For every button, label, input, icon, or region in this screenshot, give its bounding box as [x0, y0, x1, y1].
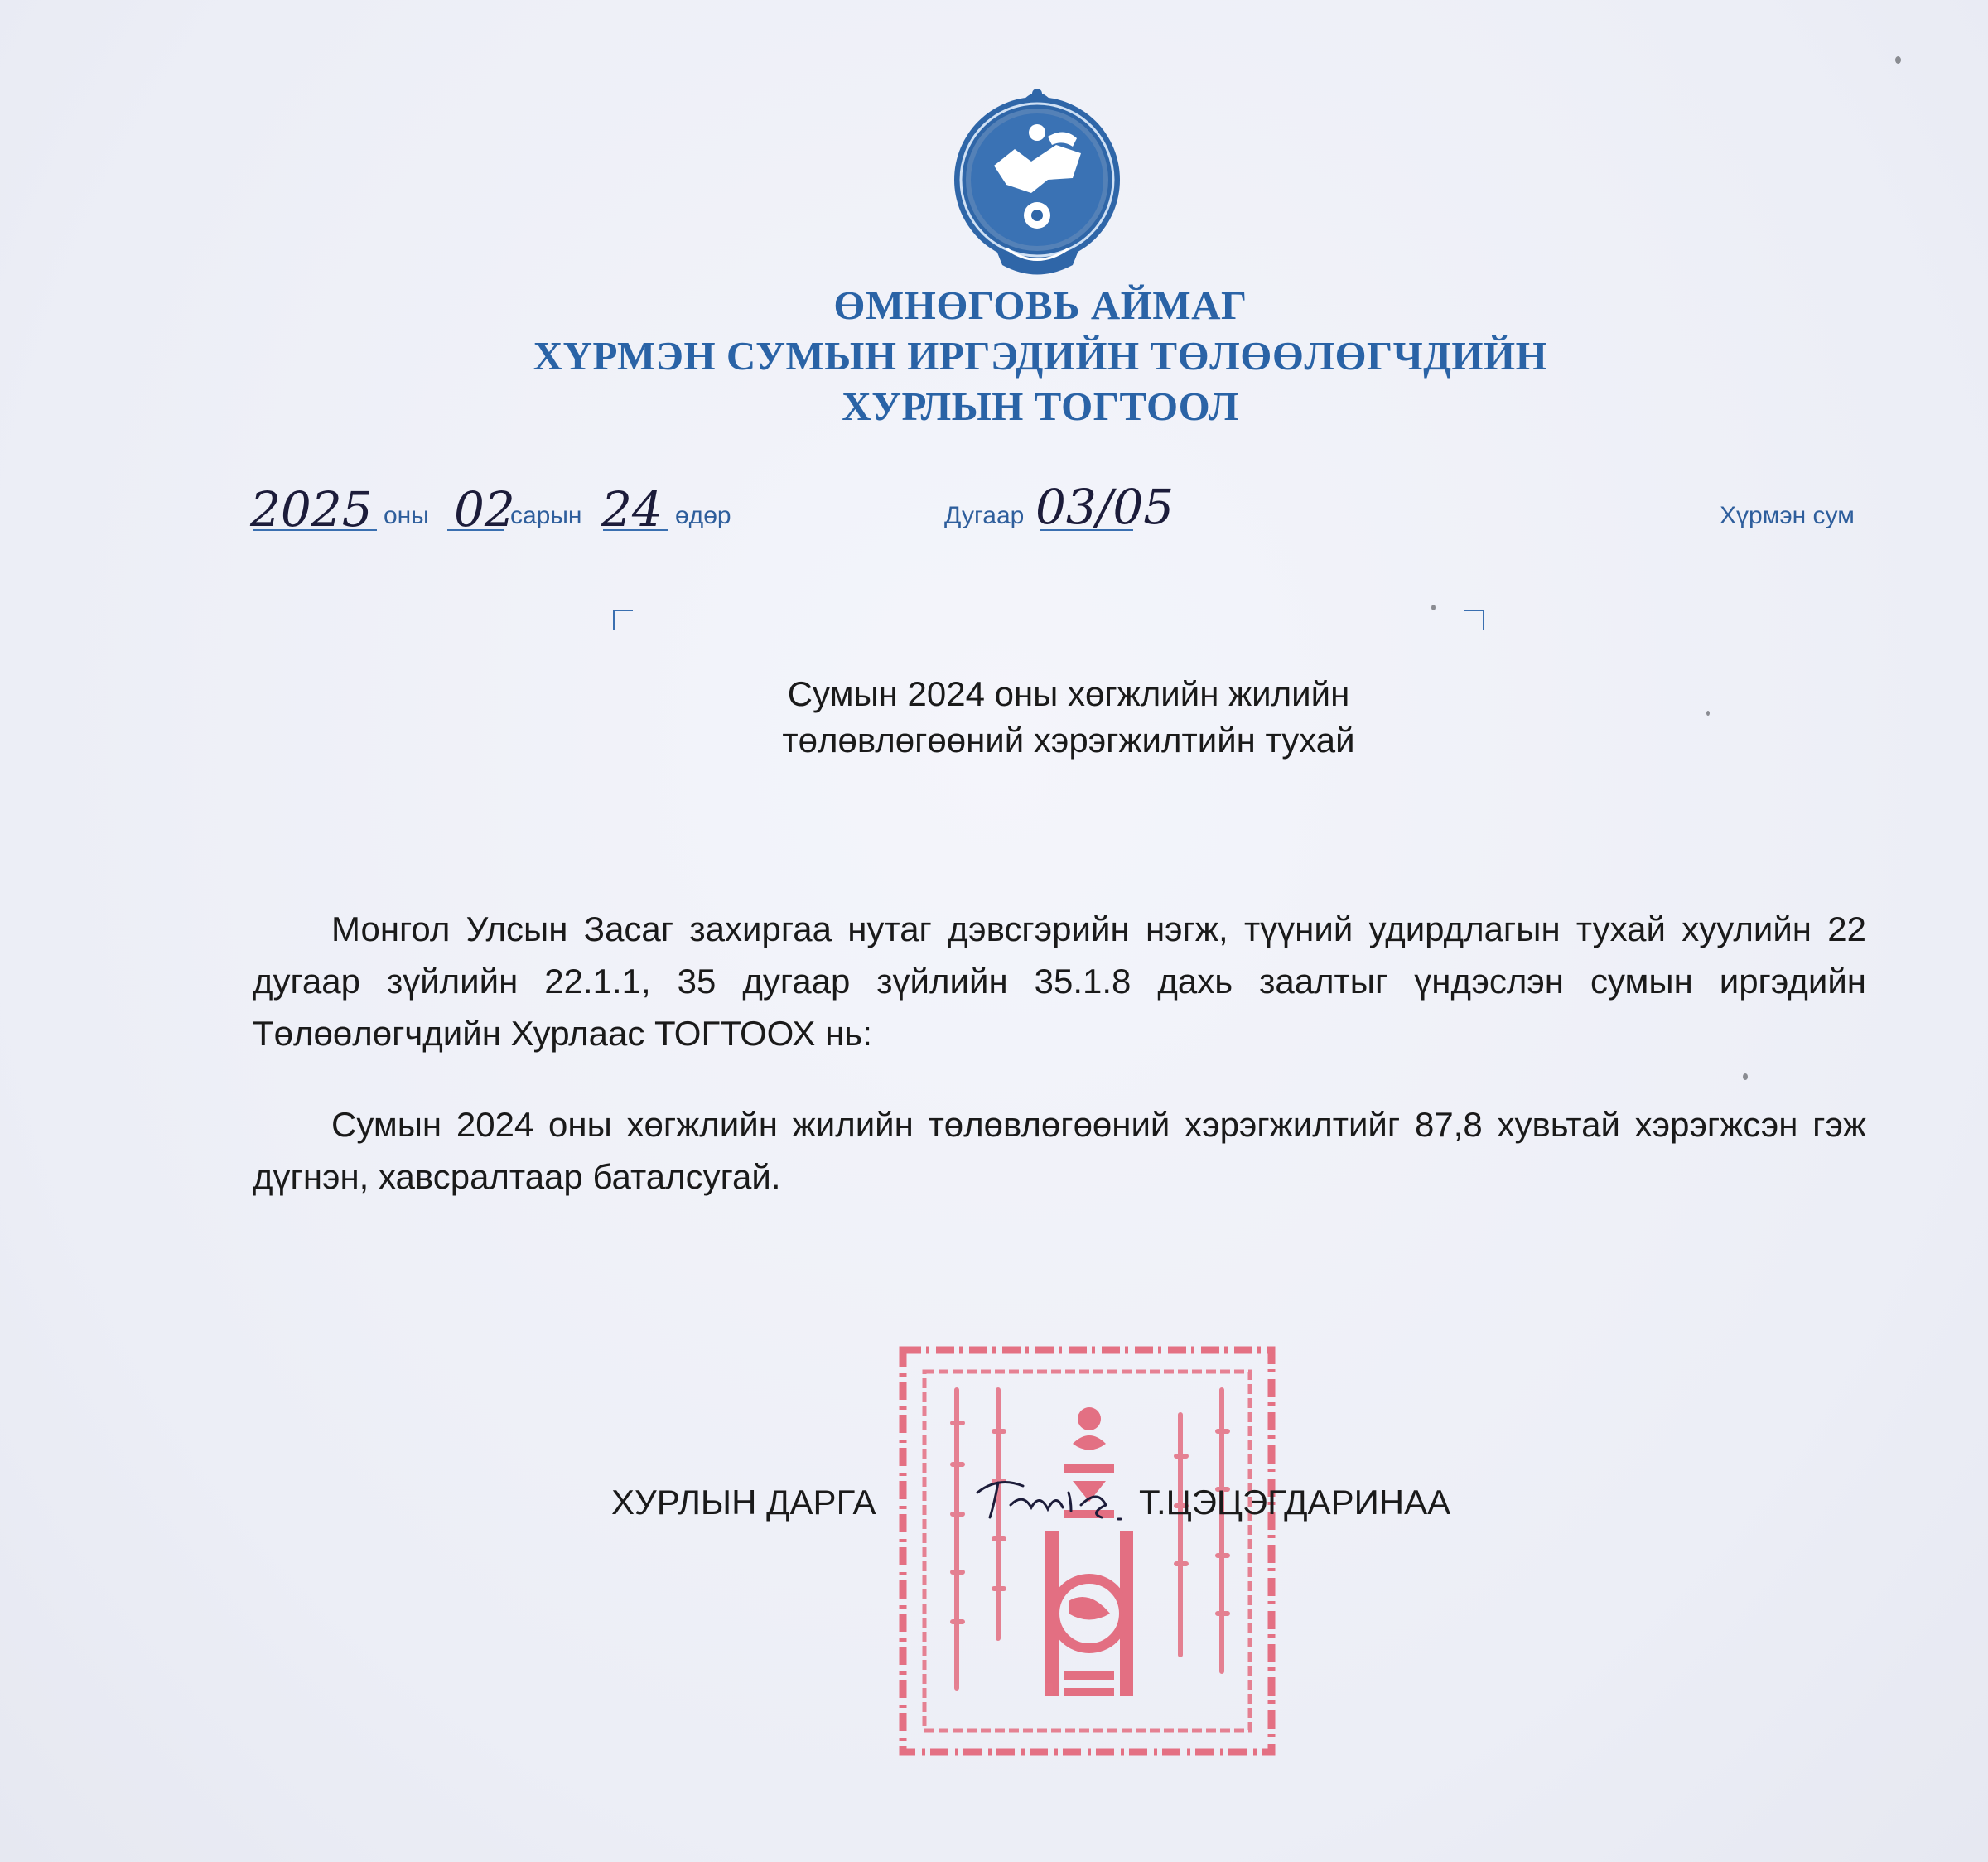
body-paragraph-2-text: Сумын 2024 оны хөгжлийн жилийн төлөвлөгөөний хэрэгжилтийг 87,8 хувьтай хэрэгжсэн гэж дүгнэн, хавсралтаар баталсугай.: [253, 1105, 1866, 1196]
number-underline: [1040, 529, 1133, 531]
date-day-underline: [603, 529, 668, 531]
date-day: 24: [601, 481, 663, 538]
paper-speck: [1431, 605, 1436, 610]
subject-corner-right: [1464, 610, 1484, 630]
document-number: 03/05: [1035, 479, 1175, 535]
header-line-1: ӨМНӨГОВЬ АЙМАГ: [833, 282, 1247, 328]
signature-row: [0, 1483, 1988, 1541]
official-seal-stamp: [895, 1340, 1284, 1763]
handwritten-signature: [965, 1468, 1131, 1534]
paper-speck: [1895, 56, 1901, 64]
body-paragraph-2: [253, 1098, 1866, 1203]
date-day-label: өдөр: [675, 502, 731, 529]
date-month-underline: [447, 529, 504, 531]
date-year-label: оны: [384, 502, 429, 529]
paper-speck: [1743, 1073, 1748, 1080]
signatory-name: Т.ЦЭЦЭГДАРИНАА: [1139, 1483, 1451, 1522]
place-label: Хүрмэн сум: [1720, 502, 1855, 529]
paper-speck: [1706, 711, 1710, 716]
signature-title: ХУРЛЫН ДАРГА: [611, 1483, 876, 1522]
subject-line-1: Сумын 2024 оны хөгжлийн жилийн: [787, 674, 1350, 713]
subject-line-2: төлөвлөгөөний хэрэгжилтийн тухай: [782, 721, 1355, 760]
state-emblem-icon: [948, 87, 1127, 286]
date-year-underline: [253, 529, 377, 531]
date-month-label: сарын: [510, 502, 582, 529]
body-paragraph-1: [253, 903, 1866, 1059]
date-year: 2025: [250, 481, 373, 538]
number-label: Дугаар: [944, 502, 1025, 529]
date-month: 02: [454, 481, 515, 538]
header-line-3: ХУРЛЫН ТОГТООЛ: [842, 383, 1239, 429]
header-line-2: ХҮРМЭН СУМЫН ИРГЭДИЙН ТӨЛӨӨЛӨГЧДИЙН: [533, 333, 1548, 379]
body-paragraph-1-text: Монгол Улсын Засаг захиргаа нутаг дэвсгэрийн нэгж, түүний удирдлагын тухай хуулийн 22 дугаар зүйлийн 22.1.1, 35 дугаар зүйлийн 35.1.8 дахь заалтыг үндэслэн сумын иргэдийн Төлөөлөгчдийн Хурлаас ТОГТООХ нь:: [253, 909, 1866, 1053]
subject-corner-left: [613, 610, 633, 630]
